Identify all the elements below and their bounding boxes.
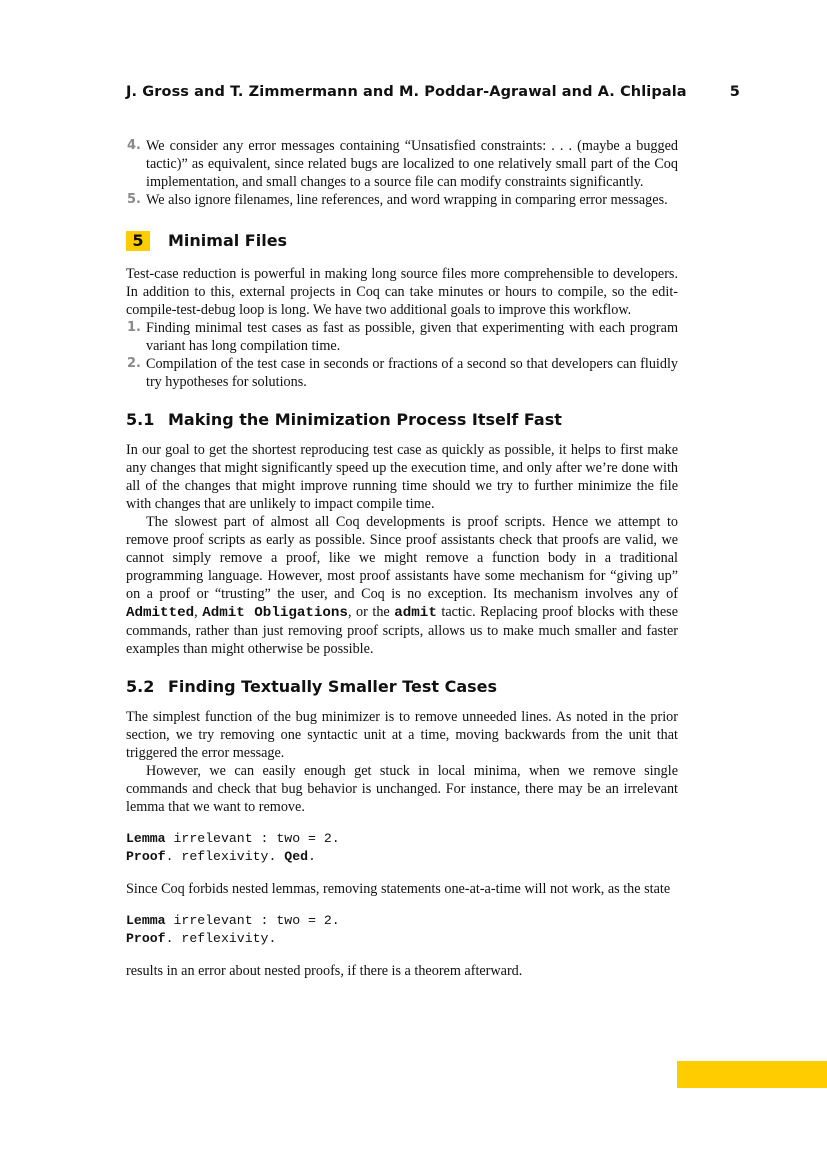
inline-code: admit [394, 605, 437, 621]
list-item [126, 137, 678, 191]
list-item-text: We also ignore filenames, line references, and word wrapping in comparing error messages. [146, 192, 668, 208]
section-5-intro: Test-case reduction is powerful in making long source files more comprehensible to developers. In addition to this, external projects in Coq can take minutes or hours to compile, so the edit-compile-test-debug loop is long. We have two additional goals to improve this workflow. [126, 266, 678, 318]
header-authors: J. Gross and T. Zimmermann and M. Poddar-Agrawal and A. Chlipala [126, 84, 687, 100]
subsection-title: Finding Textually Smaller Test Cases [168, 677, 498, 696]
subsection-number: 5.1 [126, 410, 155, 429]
list-item-text: We consider any error messages containing “Unsatisfied constraints: . . . (maybe a bugged tactic)” as equivalent, since related bugs are localized to one relatively small part of the Coq implementation, and small changes to a source file can modify constraints significantly. [146, 138, 678, 190]
inline-code: Admitted [126, 605, 195, 621]
goals-list [126, 319, 678, 391]
code-block-2: Lemma irrelevant : two = 2. Proof. reflexivity. [126, 913, 340, 946]
list-item [126, 191, 678, 209]
page-edge-marker [677, 1061, 827, 1088]
page-number: 5 [729, 84, 740, 100]
section-5-1-paragraph-1: In our goal to get the shortest reproducing test case as quickly as possible, it helps to first make any changes that might significantly speed up the execution time, and only after we’re done with all of the changes that might improve running time should we try to further minimize the file with changes that are unlikely to impact compile time. [126, 442, 678, 512]
inline-code: Admit Obligations [202, 605, 348, 621]
section-heading-5-1 [126, 411, 678, 429]
section-title: Minimal Files [168, 231, 288, 250]
running-header [126, 84, 740, 100]
section-heading-5-2 [126, 678, 678, 696]
list-item [126, 319, 678, 355]
list-item-number: 1. [127, 320, 141, 335]
list-item-text: Finding minimal test cases as fast as possible, given that experimenting with each program variant has long compilation time. [146, 320, 678, 354]
list-item-number: 2. [127, 356, 141, 371]
section-5-2-paragraph-4: results in an error about nested proofs, if there is a theorem afterward. [126, 963, 523, 979]
list-item [126, 355, 678, 391]
section-5-2-paragraph-1: The simplest function of the bug minimizer is to remove unneeded lines. As noted in the prior section, we try removing one syntactic unit at a time, moving backwards from the unit that triggered the error message. [126, 709, 678, 761]
section-heading-5 [126, 231, 678, 251]
section-5-2-paragraph-2: However, we can easily enough get stuck in local minima, when we remove single commands and check that bug behavior is unchanged. For instance, there may be an irrelevant lemma that we want to remove. [126, 763, 678, 815]
subsection-title: Making the Minimization Process Itself Fast [168, 410, 562, 429]
error-handling-list [126, 137, 678, 209]
code-block-1: Lemma irrelevant : two = 2. Proof. reflexivity. Qed. [126, 831, 340, 864]
list-item-number: 5. [127, 192, 141, 207]
section-number-badge: 5 [126, 231, 150, 251]
section-5-2-paragraph-3: Since Coq forbids nested lemmas, removing statements one-at-a-time will not work, as the state [126, 881, 671, 897]
subsection-number: 5.2 [126, 677, 155, 696]
list-item-number: 4. [127, 138, 141, 153]
section-5-1-paragraph-2: The slowest part of almost all Coq developments is proof scripts. Hence we attempt to remove proof scripts as early as possible. Since proof assistants check that proofs are valid, we cannot simply remove a proof, like we might remove a function body in a traditional programming language. However, most proof assistants have some mechanism for “giving up” on a proof or “trusting” the user, and Coq is no exception. Its mechanism involves any of Admitted, Admit Obligations, or the admit tactic. Replacing proof blocks with these commands, rather than just removing proof scripts, allows us to make much smaller and faster examples than might otherwise be possible. [126, 514, 678, 657]
page-body [126, 137, 678, 980]
list-item-text: Compilation of the test case in seconds or fractions of a second so that developers can fluidly try hypotheses for solutions. [146, 356, 678, 390]
